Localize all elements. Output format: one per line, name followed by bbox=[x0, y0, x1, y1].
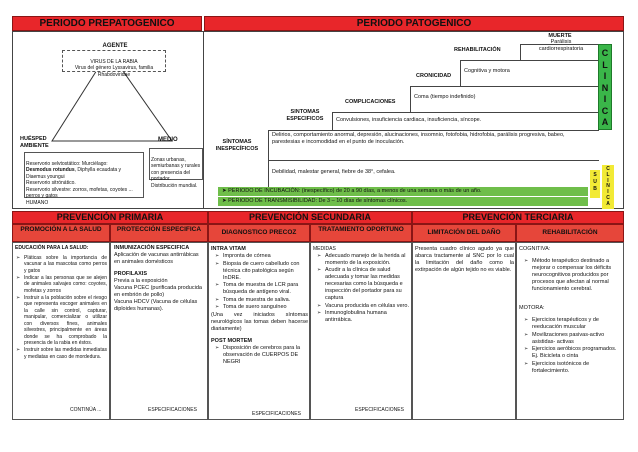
limitacion-text: Presenta cuadro clínico agudo ya que abarca tractamente al SNC por lo cual la limitación del daño como la extirpación de algún tejido no es viable. bbox=[415, 246, 514, 273]
reservorio-text-post: , Diphylla ecaudata y Diaemus youngui Reservorio sitrónático. Reservorio silvestre: zorros, mofetas, coyotes ... perros y gatos HUMANO bbox=[26, 167, 133, 206]
subclinica-letter: A bbox=[606, 200, 610, 207]
motora-item: ➢ Movilizaciones pasivas-activo asistidas- activas bbox=[532, 332, 622, 346]
complicaciones-text: Convulsiones, insuficiencia cardiaca, insuficiencia, síncope. bbox=[336, 117, 482, 123]
tratamiento-heading: MEDIDAS bbox=[313, 246, 336, 252]
profilaxis-title: PROFILAXIS bbox=[114, 271, 148, 277]
proteccion-header bbox=[110, 224, 208, 242]
tratamiento-item: ➢ Acudir a la clínica de salud adecuada y tomar las medidas necesarias como la búsqueda e inspección del portador para su captura bbox=[325, 267, 410, 302]
rehabilitacion-stage-label: REHABILITACIÓN bbox=[454, 47, 501, 53]
inmunizacion-title: INMUNIZACIÓN ESPECIFICA bbox=[114, 245, 190, 251]
profilaxis-text: Previa a la exposición Vacuna PCEC (purificada producida en embrión de pollo) Vacuna HDCV (Vacuna de células diploides humanas). bbox=[114, 278, 202, 312]
clinica-letters bbox=[599, 45, 611, 129]
transmisibilidad-period bbox=[218, 197, 588, 206]
prevencion-secundaria-title: PREVENCIÓN SECUNDARIA bbox=[248, 212, 371, 222]
intra-vitam-list bbox=[211, 253, 308, 311]
motora-list bbox=[519, 317, 622, 375]
rehabilitacion-stage-text: Cognitiva y motora bbox=[464, 68, 510, 74]
prevencion-terciaria-title: PREVENCIÓN TERCIARIA bbox=[462, 212, 574, 222]
clinica-column bbox=[598, 44, 612, 130]
sintomas-especificos-text: Delirios, comportamiento anormal, depresión, alucinaciones, insomnio, fotofobia, hidrofobia, parálisis progresiva, babeo, parestesias e incomodidad en el punto de inoculación. bbox=[272, 132, 565, 145]
complicaciones-label: COMPLICACIONES bbox=[345, 99, 396, 105]
sub-letter: B bbox=[593, 186, 597, 192]
subclinica-letters bbox=[602, 165, 614, 208]
sub-letter: U bbox=[593, 179, 597, 185]
rehabilitacion-label: REHABILITACIÓN bbox=[542, 229, 598, 236]
patogenico-title: PERIODO PATOGENICO bbox=[356, 18, 472, 29]
agente-label: AGENTE bbox=[102, 43, 128, 49]
limitacion-label: LIMITACIÓN DEL DAÑO bbox=[427, 229, 501, 236]
subclinica-letter: C bbox=[606, 166, 610, 172]
reservorio-box bbox=[24, 152, 144, 206]
intra-vitam-item: ➢ Toma de muestra de saliva. bbox=[223, 297, 308, 304]
sub-letter: S bbox=[593, 172, 597, 178]
sub-letters bbox=[590, 170, 600, 193]
tratamiento-header bbox=[310, 224, 412, 242]
clinica-letter: A bbox=[601, 117, 609, 127]
cognitiva-label: COGNITIVA: bbox=[519, 246, 551, 252]
tratamiento-label: TRATAMIENTO OPORTUNO bbox=[318, 226, 404, 233]
prepatogenico-header bbox=[12, 16, 202, 31]
diagnostico-footer: ESPECIFICACIONES bbox=[252, 411, 301, 417]
medio-box bbox=[149, 148, 203, 189]
clinica-letter: I bbox=[603, 94, 607, 104]
promocion-list bbox=[15, 255, 107, 361]
prevencion-primaria-title: PREVENCIÓN PRIMARIA bbox=[56, 212, 164, 222]
sintomas-inespecificos-label: SÍNTOMAS INESPECÍFICOS bbox=[215, 139, 259, 152]
muerte-text: Parálisis cardiorrespiratoria bbox=[538, 39, 584, 52]
reservorio-species: Desmodus rotundus bbox=[26, 167, 75, 173]
intra-vitam-item: ➢ Toma de suero sanguíneo bbox=[223, 304, 308, 311]
cognitiva-list bbox=[519, 258, 622, 293]
motora-item: ➢ Ejercicios terapéuticos y de reeducación muscular bbox=[532, 317, 622, 331]
post-mortem-list bbox=[211, 345, 308, 366]
tratamiento-list bbox=[313, 253, 410, 325]
prepatogenico-title: PERIODO PREPATOGENICO bbox=[39, 18, 175, 29]
subclinica-letter: L bbox=[606, 171, 610, 178]
promocion-item: ➢ Pláticas sobre la importancia de vacunar a las mascotas como perros y gatos bbox=[24, 255, 107, 275]
promocion-header bbox=[12, 224, 110, 242]
diagnostico-label: DIAGNOSTICO PRECOZ bbox=[221, 229, 297, 236]
medio-text: Zonas urbanas, semiurbanas y rurales con presencia del portador. Distribución mundial. bbox=[151, 156, 201, 189]
motora-item: ➢ Ejercicios aeróbicos programados. Ej. Bicicleta o cinta bbox=[532, 346, 622, 360]
subclinica-sub-column bbox=[590, 170, 600, 198]
subclinica-letter: I bbox=[607, 189, 609, 196]
transmisibilidad-arrow-icon: ➤ bbox=[222, 198, 227, 204]
motora-label: MOTORA: bbox=[519, 305, 545, 311]
proteccion-footer: ESPECIFICACIONES bbox=[148, 407, 197, 413]
rehabilitacion-header bbox=[516, 224, 624, 242]
muerte-label: MUERTE bbox=[548, 33, 572, 39]
intra-vitam-item: ➢ Biopsia de cuero cabelludo con técnica cito patológica según InDRE. bbox=[223, 261, 308, 282]
limitacion-header bbox=[412, 224, 516, 242]
promocion-item: ➢ Indicar a las personas que se alejen de animales salvajes como: coyotes, mofetas y zorros bbox=[24, 275, 107, 295]
intra-vitam-note: (Una vez iniciados síntomas neurológicos las tomas deben hacerse diariamente) bbox=[211, 311, 308, 332]
clinica-letter: L bbox=[602, 59, 608, 70]
incubacion-text: PERIODO DE INCUBACIÓN: (inespecífico) de 20 a 90 días, a menos de una semana o más de un año. bbox=[228, 188, 482, 194]
tratamiento-item: ➢ Inmunoglobulina humana antirrábica. bbox=[325, 310, 410, 324]
transmisibilidad-text: PERIODO DE TRANSMISIBILIDAD: De 3 – 10 días de síntomas clínicos. bbox=[228, 198, 408, 204]
proteccion-content bbox=[114, 245, 206, 313]
subclinica-letter: I bbox=[607, 177, 609, 184]
patogenico-header bbox=[204, 16, 624, 31]
prevencion-primaria-header bbox=[12, 211, 208, 224]
promocion-heading: EDUCACIÓN PARA LA SALUD: bbox=[15, 245, 89, 251]
diagnostico-header bbox=[208, 224, 310, 242]
reservorio-text-pre: Reservorio selvtostático: Murciélago: bbox=[26, 160, 108, 167]
promocion-content bbox=[15, 245, 107, 361]
intra-vitam-item: ➢ Toma de muestra de LCR para búsqueda de antígeno viral. bbox=[223, 282, 308, 296]
sintomas-inespecificos-text: Debilidad, malestar general, fiebre de 38°, cefalea. bbox=[272, 169, 396, 175]
post-mortem-title: POST MORTEM bbox=[211, 337, 252, 344]
post-mortem-item: ➢ Disposición de cerebros para la observación de CUERPOS DE NEGRI bbox=[223, 345, 308, 366]
proteccion-label: PROTECCIÓN ESPECIFICA bbox=[116, 226, 202, 233]
subclinica-column bbox=[602, 165, 614, 209]
rehabilitacion-content bbox=[519, 246, 622, 375]
medio-label: MEDIO bbox=[158, 137, 178, 143]
prevencion-secundaria-header bbox=[208, 211, 412, 224]
clinica-letter: I bbox=[603, 71, 607, 81]
cognitiva-item: ➢ Método terapéutico destinado a mejorar o compensar los déficits neurocognitivos producidos por procesos que afectan al normal funcionamiento cerebral. bbox=[532, 258, 622, 293]
promocion-item: ➢ Instruir sobre las medidas inmediatas y mediatas en caso de mordedura. bbox=[24, 347, 107, 360]
cronicidad-label: CRONICIDAD bbox=[416, 73, 452, 79]
inmunizacion-text: Aplicación de vacunas antirrábicas en animales domésticos bbox=[114, 252, 199, 265]
promocion-label: PROMOCIÓN A LA SALUD bbox=[20, 226, 102, 233]
cronicidad-text: Coma (tiempo indefinido) bbox=[414, 94, 476, 100]
tratamiento-item: ➢ Adecuado manejo de la herida al momento de la exposición. bbox=[325, 253, 410, 267]
clinica-letter: N bbox=[601, 82, 609, 93]
intra-vitam-item: ➢ Impronta de córnea bbox=[223, 253, 308, 260]
clinica-letter: C bbox=[601, 48, 609, 58]
agente-box bbox=[62, 50, 166, 78]
tratamiento-content bbox=[313, 246, 410, 325]
prevencion-terciaria-header bbox=[412, 211, 624, 224]
huesped-label: HUÉSPED AMBIENTE bbox=[20, 136, 49, 149]
subclinica-letter: N bbox=[606, 183, 610, 190]
incubacion-arrow-icon: ➤ bbox=[222, 188, 227, 194]
sintomas-especificos-label: SINTOMAS ESPECIFICOS bbox=[286, 109, 324, 122]
promocion-footer: CONTINÚA ... bbox=[70, 407, 102, 413]
intra-vitam-title: INTRA VITAM bbox=[211, 246, 246, 252]
motora-item: ➢ Ejercicios isotónicos de fortalecimiento. bbox=[532, 361, 622, 375]
subclinica-letter: C bbox=[606, 194, 610, 201]
clinica-letter: C bbox=[601, 105, 609, 116]
promocion-item: ➢ Instruir a la población sobre el riesgo que representa escoger animales en la calle sin control, capturar, manipular, comercializar o utilizar con diversos fines, animales silvestres, principalmente en áreas donde se ha comprobado la presencia de la rabia en éstos. bbox=[24, 295, 107, 347]
incubacion-period bbox=[218, 187, 588, 196]
tratamiento-footer: ESPECIFICACIONES bbox=[355, 407, 404, 413]
agente-text: VIRUS DE LA RABIA Virus del género Lyssavirus, familia Rhabdoviridae bbox=[74, 58, 154, 78]
diagnostico-content bbox=[211, 246, 308, 366]
tratamiento-item: ➢ Vacuna producida en células vero. bbox=[325, 303, 410, 310]
